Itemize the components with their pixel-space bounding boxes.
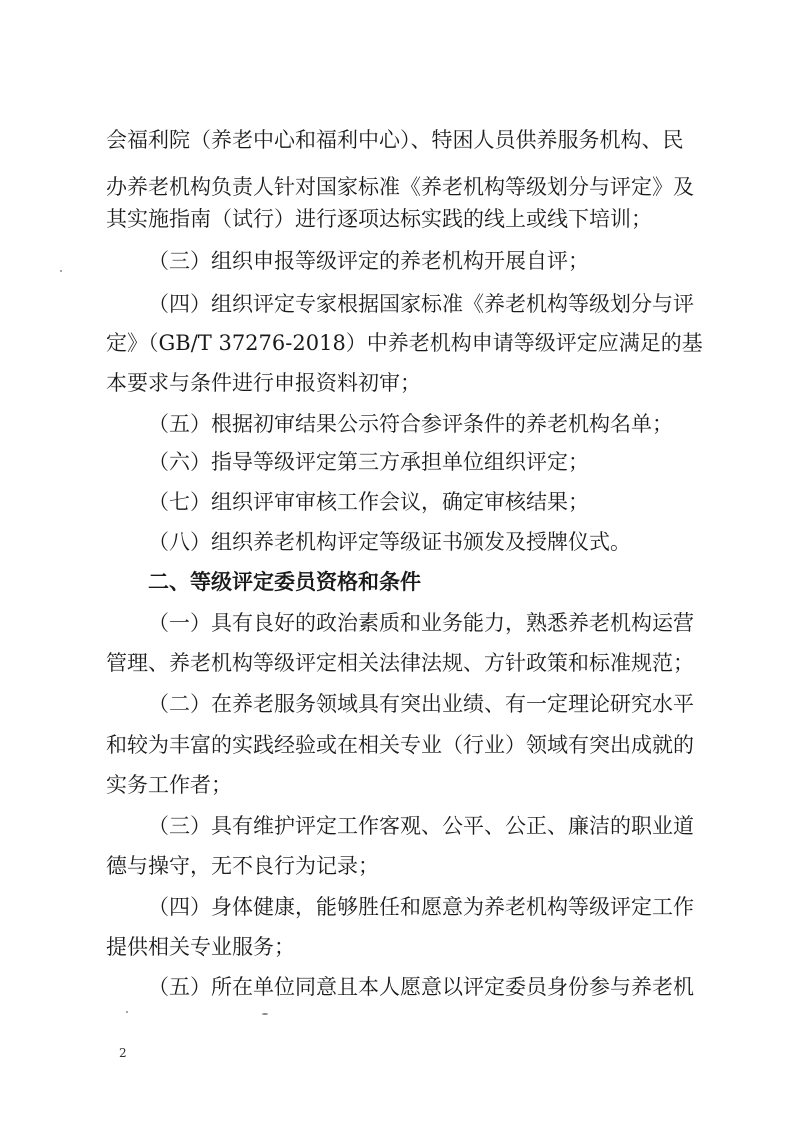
body-line: （三）具有维护评定工作客观、公平、公正、廉洁的职业道 xyxy=(148,814,694,838)
body-line: （五）所在单位同意且本人愿意以评定委员身份参与养老机 xyxy=(148,975,694,999)
body-line: 会福利院（养老中心和福利中心）、特困人员供养服务机构、民 xyxy=(106,128,684,152)
body-line: （三）组织申报等级评定的养老机构开展自评； xyxy=(148,249,589,273)
scan-speck xyxy=(126,1011,128,1013)
body-line: 办养老机构负责人针对国家标准《养老机构等级划分与评定》及 xyxy=(106,175,694,199)
section-heading: 二、等级评定委员资格和条件 xyxy=(148,570,421,594)
body-line: 实务工作者； xyxy=(106,773,232,797)
body-line: （七）组织评审审核工作会议，确定审核结果； xyxy=(148,490,589,514)
scan-speck xyxy=(60,270,62,272)
body-line: （一）具有良好的政治素质和业务能力，熟悉养老机构运营 xyxy=(148,611,694,635)
body-line: （四）组织评定专家根据国家标准《养老机构等级划分与评 xyxy=(148,292,694,316)
body-line: （六）指导等级评定第三方承担单位组织评定； xyxy=(148,450,589,474)
body-line: （八）组织养老机构评定等级证书颁发及授牌仪式。 xyxy=(148,530,631,554)
body-line: 定》（GB/T 37276-2018）中养老机构申请等级评定应满足的基 xyxy=(106,331,703,355)
body-line: 管理、养老机构等级评定相关法律法规、方针政策和标准规范； xyxy=(106,651,694,675)
body-line: （四）身体健康，能够胜任和愿意为养老机构等级评定工作 xyxy=(148,895,694,919)
body-line: 本要求与条件进行申报资料初审； xyxy=(106,371,421,395)
body-line: 和较为丰富的实践经验或在相关专业（行业）领域有突出成就的 xyxy=(106,733,694,757)
body-line: 德与操守，无不良行为记录； xyxy=(106,854,379,878)
scan-speck xyxy=(262,1013,268,1015)
page-number: 2 xyxy=(119,1046,127,1060)
body-line: （二）在养老服务领域具有突出业绩、有一定理论研究水平 xyxy=(148,692,694,716)
body-line: 提供相关专业服务； xyxy=(106,935,295,959)
body-line: （五）根据初审结果公示符合参评条件的养老机构名单； xyxy=(148,412,673,436)
body-line: 其实施指南（试行）进行逐项达标实践的线上或线下培训； xyxy=(106,207,652,231)
